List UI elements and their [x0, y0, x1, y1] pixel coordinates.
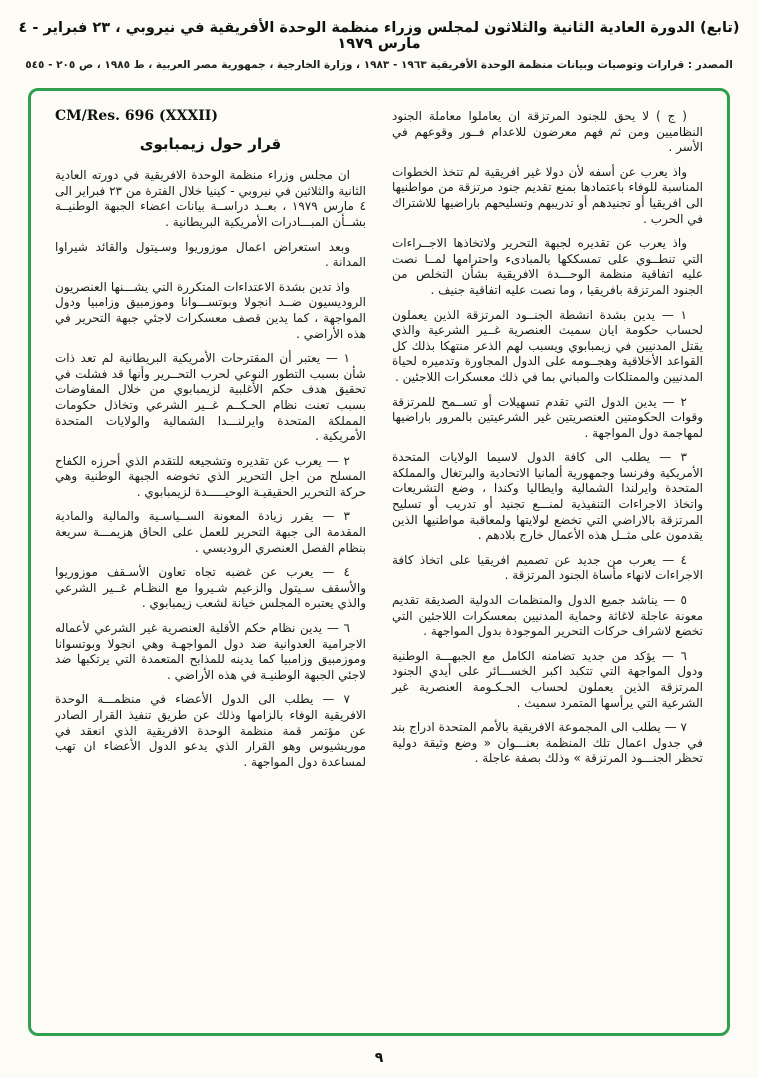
paragraph: ٤ — يعرب من جديد عن تصميم افريقيا على اتخاذ كافة الاجراءات لانهاء مأساة الجنود المرتزقة . [392, 552, 703, 583]
paragraph: ٧ — يطلب الى الدول الأعضاء في منظمـــة الوحدة الافريقية الوفاء بالزامها وذلك عن طريق تنفيذ القرار الصادر عن مؤتمر قمة منظمة الوحدة الافريقية الذي انعقد في موريشيوس وهو القرار الذي يدعو الدول الأعضاء ان تهب لمساعدة دول المواجهة . [55, 692, 366, 769]
paragraph: وبعد استعراض اعمال موزوريوا وسـيتول والقائد شيراوا المدانة . [55, 239, 366, 270]
paragraph: واذ يعرب عن تقديره لجبهة التحرير ولاتخاذها الاجــراءات التي تنطــوي على تمسككها بالمبادىء واحترامها لمــا نصت عليه اتفاقية منظمة الوحـــدة الافريقية بشأن التخلص من الجنود المرتزقة بافريقيا ، وما نصت عليه اتفاقية جنيف . [392, 236, 703, 297]
paragraph: ٣ — يقرر زيادة المعونة الســياسـية والمالية والمادية المقدمة الى جبهة التحرير للعمل على الحاق هزيمـــة سريعة بنظام الفصل العنصري الروديسي . [55, 509, 366, 555]
paragraph: ٧ — يطلب الى المجموعة الافريقية بالأمم المتحدة ادراج بند في جدول اعمال تلك المنظمة بعنـــوان « وضع وثيقة دولية تحظر الجنـــود المرتزقة » وذلك بصفة عاجلة . [392, 720, 703, 766]
resolution-id: CM/Res. 696 (XXXII) [55, 108, 218, 124]
column-mercenaries-resolution-continuation [392, 109, 703, 1019]
paragraph: ان مجلس وزراء منظمة الوحدة الافريقية في دورته العادية الثانية والثلاثين في نيروبي - كينيا خلال الفترة من ٢٣ فبراير الى ٤ مارس ١٩٧٩ ، بعــد دراســة بيانات اعضاء الجبهة الوطنيــة بشــأن المبـــادرات الأمريكية البريطانية . [55, 168, 367, 229]
paragraph: ١ — يعتبر أن المقترحات الأمريكية البريطانية لم تعد ذات شأن بسبب التطور النوعي لحرب التحــرير وأنها قد فشلت في تحقيق هدف حكم الأغلبية لزيمبابوي من خلال المفاوضات بسبب تعنت نظام الحـكــم غــير الشرعي وتخاذل حكومات المملكة المتحدة وايرلنـــدا الشمالية والولايات المتحدة الأمريكية . [55, 351, 366, 444]
paragraph: ٢ — يدين الدول التي تقدم تسهيلات أو تســمح للمرتزقة وقوات الحكومتين العنصريتين غير الشرعيتين بالمرور باراضيها لمهاجمة دول المواجهة . [392, 394, 703, 440]
paragraph: ( ج ) لا يحق للجنود المرتزقة ان يعاملوا معاملة الجنود النظاميين ومن ثم فهم معرضون للاعدام فــور وقوعهم في الأسر . [392, 109, 703, 155]
paragraph: ٦ — يدين نظام حكم الأقلية العنصرية غير الشرعي لأعماله الاجرامية العدوانية ضد دول المواجهـة وهي انجولا وبوتسوانا وموزمبيق وزامبيا كما يدينه للمذابح المتعمدة التي يرتكبها ضد لاجئي الجبهة الوطنيـة في هذه الأراضي . [55, 621, 366, 682]
paragraph: ١ — يدين بشدة انشطة الجنــود المرتزقة الذين يعملون لحساب حكومة ايان سميث العنصرية غــير الشرعية والذي يقتل المدنيين في زيمبابوي ويسبب لهم الذعر منتهكا بذلك كل القواعد الأخلاقية وهجــومه على الدول المجاورة وتدميره لحياة المدنيين والممتلكات والمباني بما في ذلك معسكرات اللاجئين . [392, 307, 703, 384]
resolution-body [55, 168, 366, 770]
paragraph: ٥ — يناشد جميع الدول والمنظمات الدولية الصديقة تقديم معونة عاجلة لاغاثة وحماية المدنيين بمعسكرات اللاجئين التي تخضع لاشراف حركات التحرير الموجودة بدول المواجهة . [392, 593, 703, 639]
column-zimbabwe-resolution [55, 109, 366, 1019]
paragraph: ٢ — يعرب عن تقديره وتشجيعه للتقدم الذي أحرزه الكفاح المسلح من اجل التحرير الذي تخوضه الجبهة الوطنية وهي حركة التحرير الحقيقيـة الوحيـــــدة لزيمبابوي . [55, 453, 366, 499]
two-column-layout [55, 109, 703, 1019]
paragraph: ٦ — يؤكد من جديد تضامنه الكامل مع الجبهـــة الوطنية ودول المواجهة التي تتكبد اكبر الخســـائر على أيدي الجنود المرتزقة الذين يعملون لحساب الحـكـومة العنصرية غير الشرعية التي يرأسها المتمرد سميث . [392, 648, 703, 710]
paragraph: واذ تدين بشدة الاعتداءات المتكررة التي يشـــنها العنصريون الروديسيون ضــد انجولا وبوتســـوانا وموزمبيق وزامبيا ودول المواجهة ، كما يدين قصف معسكرات لاجئي جبهة التحرير في هذه الأراضي . [55, 279, 366, 341]
paragraph: واذ يعرب عن أسفه لأن دولا غير افريقية لم تتخذ الخطوات المناسبة للوفاء باعتمادها بمنع تقديم جنود مرتزقة من مواطنيها الى افريقيا أو تجنيدهم أو تدريبهم وتسليحهم باراضيها للاشتراك في الحرب . [392, 164, 703, 226]
header-session-title: (تابع) الدورة العادية الثانية والثلاثون لمجلس وزراء منظمة الوحدة الأفريقية في نيروبي ، ٢٣ فبراير - ٤ مارس ١٩٧٩ [18, 20, 740, 52]
page-number: ٩ [374, 1050, 384, 1066]
paragraph: ٣ — يطلب الى كافة الدول لاسيما الولايات المتحدة الأمريكية وفرنسا وجمهورية ألمانيا الاتحادية والبرتغال والمملكة المتحدة وايرلندا الشمالية وايطاليا وكندا ، وضع التشريعات واتخاذ الاجراءات التنفيذية لمنـــع تجنيد أو تدريب أو تسليح المرتزقة بالاراضي التي تخضع لولايتها ولمعاقبة مواطنيها الذين يقدمون على مثــل هذه الأعمال خارج بلادهم . [392, 450, 703, 543]
page-header [0, 0, 758, 71]
resolution-title: قرار حول زيمبابوى [139, 134, 282, 153]
header-source-line: المصدر : قرارات وتوصيات وبيانات منظمة الوحدة الأفريقية ١٩٦٣ - ١٩٨٣ ، وزارة الخارجية ، جمهورية مصر العربية ، ط ١٩٨٥ ، ص ٢٠٥ - ٥٤٥ [25, 59, 733, 71]
green-border-box [28, 88, 730, 1036]
paragraph: ٤ — يعرب عن غضبه تجاه تعاون الأسـقف موزوريوا والأسقف سـيتول والزعيم شـيروا مع النظـام غــير الشرعي والذي يعتبره المجلس خيانة لشعب زيمبابوي . [55, 565, 366, 611]
